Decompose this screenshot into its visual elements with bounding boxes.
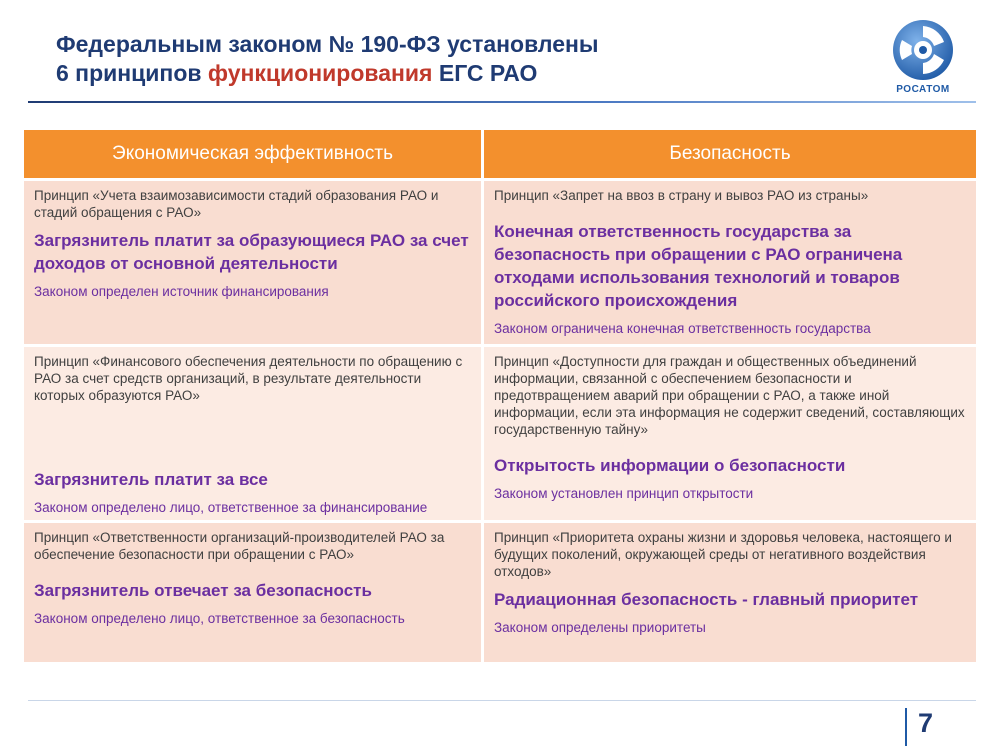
principle-summary: Загрязнитель отвечает за безопасность <box>34 581 372 600</box>
header-safety: Безопасность <box>484 130 976 178</box>
principle-summary: Конечная ответственность государства за безопасность при обращении с РАО ограничена отходами использования технологий и товаров российского происхождения <box>494 222 903 310</box>
law-note: Законом определен источник финансирования <box>34 284 329 299</box>
cell-economic-3 <box>24 520 484 662</box>
law-note: Законом определены приоритеты <box>494 620 706 635</box>
law-note: Законом ограничена конечная ответственность государства <box>494 321 871 336</box>
principle-summary: Загрязнитель платит за образующиеся РАО за счет доходов от основной деятельности <box>34 231 469 273</box>
title-line-2-suffix: ЕГС РАО <box>432 60 538 86</box>
principle-text: Принцип «Запрет на ввоз в страну и вывоз РАО из страны» <box>494 188 869 203</box>
principle-text: Принцип «Финансового обеспечения деятельности по обращению с РАО за счет средств организаций, в результате деятельности которых образуются РАО» <box>34 354 463 403</box>
header-economic-efficiency: Экономическая эффективность <box>24 130 484 178</box>
footer-divider <box>28 700 976 701</box>
title-line-2-prefix: 6 принципов <box>56 60 208 86</box>
principle-text: Принцип «Учета взаимозависимости стадий образования РАО и стадий обращения с РАО» <box>34 188 439 220</box>
principle-summary: Открытость информации о безопасности <box>494 456 846 475</box>
rosatom-logo <box>886 16 960 100</box>
principle-text: Принцип «Доступности для граждан и общественных объединений информации, связанной с обеспечением безопасности и предотвращением аварий при обращении с РАО, а также иной информации, если эта информация не содержит сведений, составляющих государственную тайну» <box>494 354 965 437</box>
law-note: Законом установлен принцип открытости <box>494 486 754 501</box>
cell-safety-3 <box>484 520 976 662</box>
cell-economic-2 <box>24 344 484 520</box>
cell-safety-2 <box>484 344 976 520</box>
principle-summary: Загрязнитель платит за все <box>34 470 268 489</box>
logo-text: РОСАТОМ <box>896 84 950 95</box>
principle-summary: Радиационная безопасность - главный приоритет <box>494 590 919 609</box>
cell-safety-1 <box>484 178 976 344</box>
cell-economic-1 <box>24 178 484 344</box>
rosatom-emblem-icon <box>886 16 960 82</box>
law-note: Законом определено лицо, ответственное за финансирование <box>34 500 428 515</box>
page-number-separator <box>905 708 907 746</box>
law-note: Законом определено лицо, ответственное за безопасность <box>34 611 405 626</box>
principle-text: Принцип «Приоритета охраны жизни и здоровья человека, настоящего и будущих поколений, окружающей среды от негативного воздействия отходов» <box>494 530 952 579</box>
title-divider <box>28 101 976 103</box>
title-line-1: Федеральным законом № 190-ФЗ установлены <box>56 31 599 57</box>
slide-title <box>56 30 836 88</box>
principles-table <box>24 130 976 662</box>
title-accent-word: функционирования <box>207 60 433 86</box>
title-line-2 <box>56 59 836 88</box>
page-number: 7 <box>918 708 934 738</box>
principle-text: Принцип «Ответственности организаций-производителей РАО за обеспечение безопасности при обращении с РАО» <box>34 530 445 562</box>
